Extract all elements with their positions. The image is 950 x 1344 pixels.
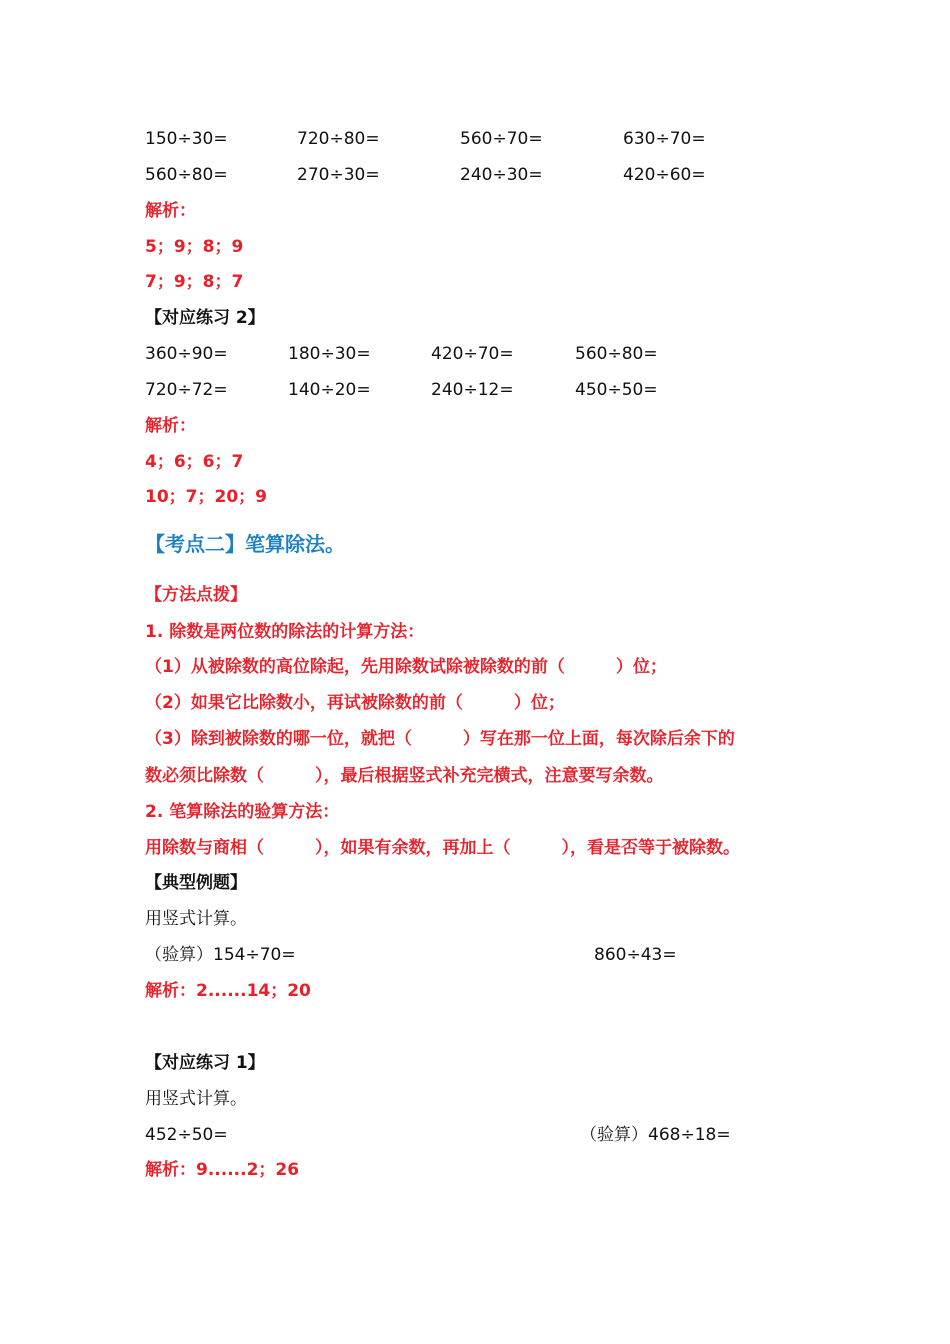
expression: 150÷30= — [145, 129, 228, 149]
analysis-label: 解析： — [145, 201, 196, 221]
expression: （验算）154÷70= — [145, 945, 296, 965]
expression: 420÷70= — [431, 344, 514, 364]
expression: 180÷30= — [288, 344, 371, 364]
instruction: 用竖式计算。 — [145, 1089, 247, 1109]
method-line: 2. 笔算除法的验算方法： — [145, 802, 340, 822]
method-line: （2）如果它比除数小，再试被除数的前（ ）位； — [145, 693, 565, 713]
method-title: 【方法点拨】 — [145, 585, 247, 605]
practice-1-title: 【对应练习 1】 — [145, 1053, 265, 1073]
expression: （验算）468÷18= — [580, 1125, 731, 1145]
expression: 240÷12= — [431, 380, 514, 400]
method-line: 数必须比除数（ ），最后根据竖式补充完横式，注意要写余数。 — [145, 766, 664, 786]
analysis-label: 解析： — [145, 416, 196, 436]
answers-line: 4；6；6；7 — [145, 452, 244, 472]
expression: 720÷80= — [297, 129, 380, 149]
expression: 560÷80= — [145, 165, 228, 185]
expression: 360÷90= — [145, 344, 228, 364]
expression: 560÷70= — [460, 129, 543, 149]
answers-line: 10；7；20；9 — [145, 487, 267, 507]
example-title: 【典型例题】 — [145, 873, 247, 893]
expression: 452÷50= — [145, 1125, 228, 1145]
expression: 860÷43= — [594, 945, 677, 965]
instruction: 用竖式计算。 — [145, 909, 247, 929]
expression: 630÷70= — [623, 129, 706, 149]
expression: 420÷60= — [623, 165, 706, 185]
practice-2-title: 【对应练习 2】 — [145, 308, 265, 328]
expression: 240÷30= — [460, 165, 543, 185]
expression: 450÷50= — [575, 380, 658, 400]
expression: 270÷30= — [297, 165, 380, 185]
method-line: （3）除到被除数的哪一位，就把（ ）写在那一位上面，每次除后余下的 — [145, 729, 735, 749]
analysis-line: 解析：2......14；20 — [145, 981, 311, 1001]
analysis-line: 解析：9......2；26 — [145, 1160, 300, 1180]
answers-line: 5；9；8；9 — [145, 237, 244, 257]
expression: 720÷72= — [145, 380, 228, 400]
method-line: 1. 除数是两位数的除法的计算方法： — [145, 622, 425, 642]
expression: 560÷80= — [575, 344, 658, 364]
section-heading: 【考点二】笔算除法。 — [145, 532, 345, 556]
expression: 140÷20= — [288, 380, 371, 400]
answers-line: 7；9；8；7 — [145, 272, 244, 292]
method-line: （1）从被除数的高位除起，先用除数试除被除数的前（ ）位； — [145, 657, 667, 677]
method-line: 用除数与商相（ ），如果有余数，再加上（ ），看是否等于被除数。 — [145, 838, 740, 858]
